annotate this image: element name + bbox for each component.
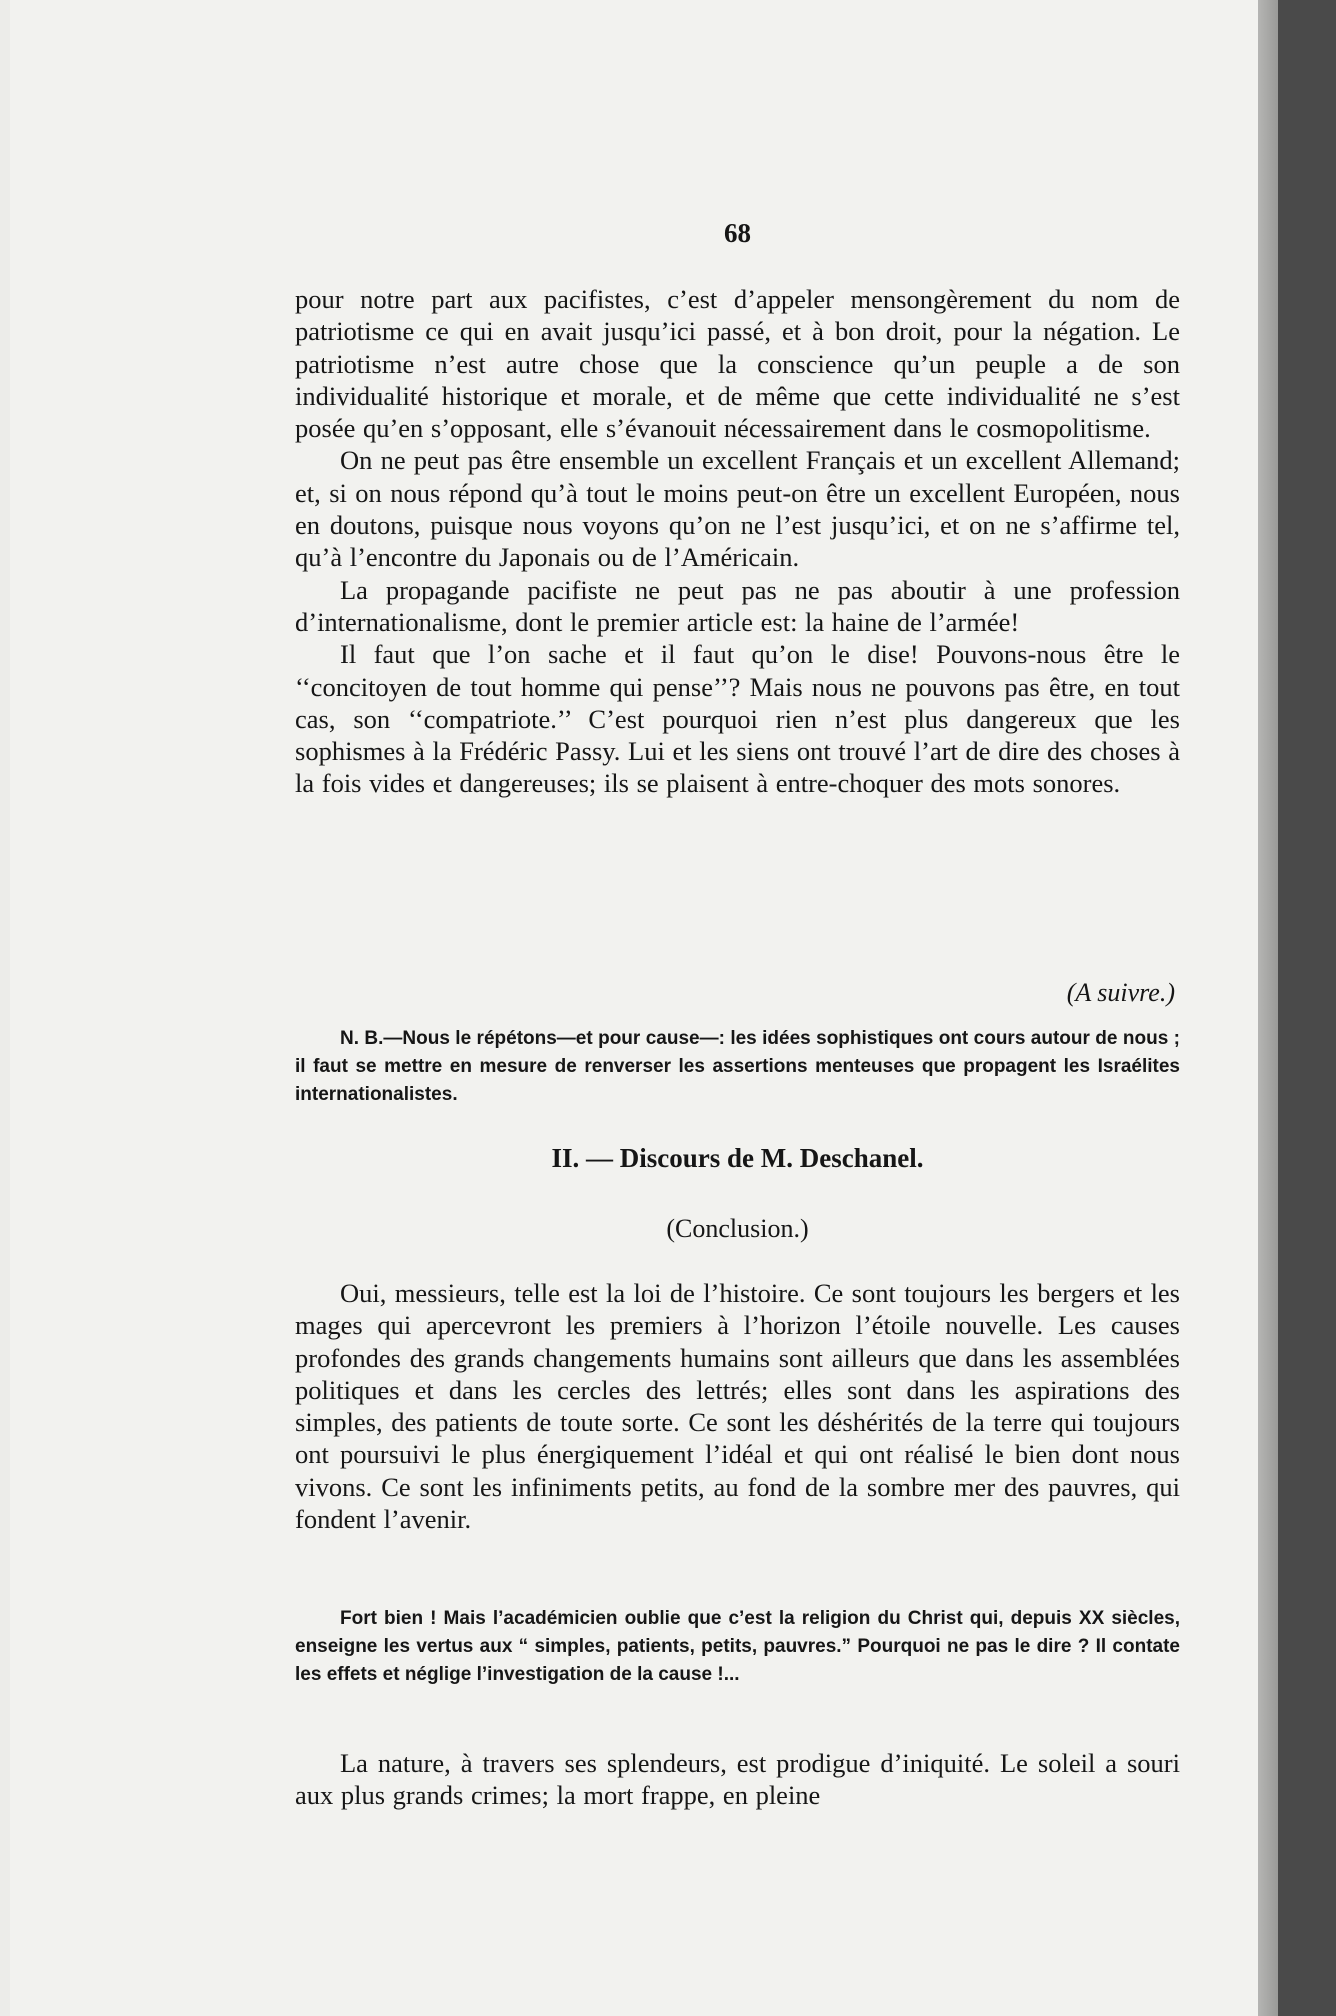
conclusion-label: (Conclusion.): [666, 1214, 809, 1243]
paragraph-il-faut-que-l-on-sache: Il faut que l’on sache et il faut qu’on le dise! Pouvons-nous être le ‘‘concitoyen de tout homme qui pense’’? Mais nous ne pouvons pas être, en tout cas, son ‘‘compatriote.’’ C’est pourquoi rien n’est plus dangereux que les sophismes à la Frédéric Passy. Lui et les siens ont trouvé l’art de dire des choses à la fois vides et dangereuses; ils se plaisent à entre-choquer des mots sonores.: [295, 639, 1180, 799]
page-edge-shadow: [1258, 0, 1278, 2016]
article-body-part1: [295, 283, 1180, 800]
section-title: II. — Discours de M. Deschanel.: [551, 1143, 924, 1173]
paragraph-propagande-pacifiste: La propagande pacifiste ne peut pas ne pas aboutir à une profession d’internationalisme, dont le premier article est: la haine de l’armée!: [295, 574, 1180, 637]
page-number: 68: [724, 218, 751, 248]
note-fort-bien-text: Fort bien ! Mais l’académicien oublie que c’est la religion du Christ qui, depuis XX siècles, enseigne les vertus aux “ simples, patients, petits, pauvres.” Pourquoi ne pas le dire ? Il contate les effets et néglige l’investigation de la cause !...: [295, 1608, 1180, 1685]
article-body-nature: [295, 1747, 1180, 1812]
editor-note-nb: [295, 1025, 1180, 1109]
book-page: [10, 0, 1260, 2016]
note-nb-text: N. B.—Nous le répétons—et pour cause—: les idées sophistiques ont cours autour de nous ; il faut se mettre en mesure de renverser les assertions menteuses que propagent les Israélites internationalistes.: [295, 1028, 1180, 1105]
editor-note-fort-bien: [295, 1605, 1180, 1689]
paragraph-discours-deschanel: Oui, messieurs, telle est la loi de l’histoire. Ce sont toujours les bergers et les mages qui apercevront les premiers à l’horizon l’étoile nouvelle. Les causes profondes des grands changements humains sont ailleurs que dans les assemblées politiques et dans les cercles des lettrés; elles sont dans les aspirations des simples, des patients de toute sorte. Ce sont les déshérités de la terre qui toujours ont poursuivi le plus énergiquement l’idéal et qui ont réalisé le bien dont nous vivons. Ce sont les infiniments petits, au fond de la sombre mer des pauvres, qui fondent l’avenir.: [295, 1278, 1180, 1535]
scan-border-dark: [1278, 0, 1336, 2016]
paragraph-la-nature: La nature, à travers ses splendeurs, est prodigue d’iniquité. Le soleil a souri aux plus grands crimes; la mort frappe, en pleine: [295, 1748, 1180, 1811]
article-body-discours: [295, 1277, 1180, 1535]
paragraph-patriotisme: pour notre part aux pacifistes, c’est d’appeler mensongèrement du nom de patriotisme ce qui en avait jusqu’ici passé, et à bon droit, pour la négation. Le patriotisme n’est autre chose que la conscience qu’un peuple a de son individualité historique et morale, et de même que cette individualité ne s’est posée qu’en s’opposant, elle s’évanouit nécessairement dans le cosmopolitisme.: [295, 284, 1180, 444]
paragraph-francais-allemand: On ne peut pas être ensemble un excellent Français et un excellent Allemand; et, si on nous répond qu’à tout le moins peut-on être un excellent Européen, nous en doutons, puisque nous voyons qu’on ne l’est jusqu’ici, et on ne s’affirme tel, qu’à l’encontre du Japonais ou de l’Américain.: [295, 445, 1180, 573]
to-be-continued-label: (A suivre.): [1066, 978, 1175, 1007]
